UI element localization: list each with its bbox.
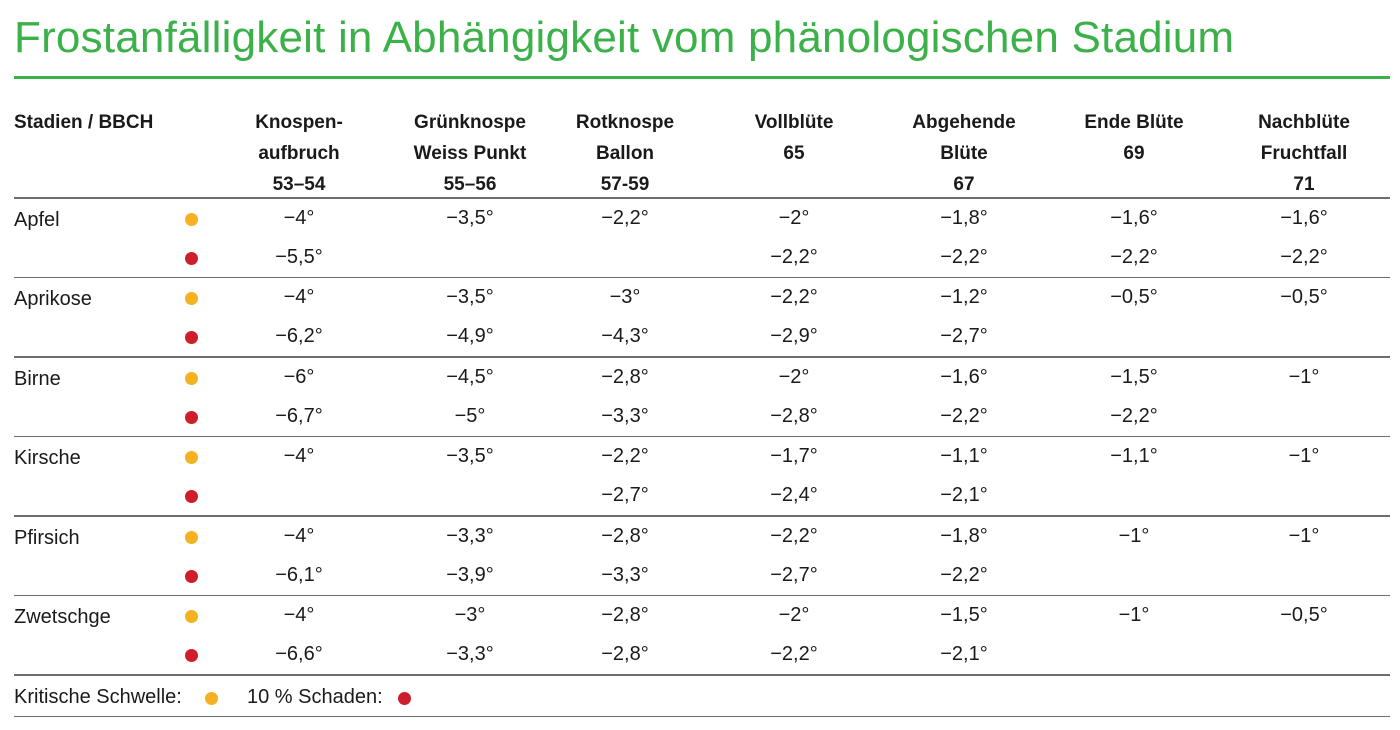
table-cell: −2,8° (601, 524, 649, 547)
table-cell: −4° (283, 604, 315, 626)
critical-threshold-dot-icon (185, 610, 198, 623)
table-cell: −4° (283, 206, 315, 229)
page (14, 0, 1390, 717)
fruit-group (14, 596, 1390, 674)
table-cell: −2,7° (601, 484, 649, 506)
table-cell: −1,8° (940, 206, 988, 229)
table-cell: −2,8° (601, 604, 649, 626)
header-col-line (1049, 169, 1219, 200)
header-col-line: aufbruch (258, 143, 340, 164)
table-row-damage (14, 476, 1390, 515)
table-cell: −6,1° (275, 563, 323, 586)
table-cell: −3,3° (446, 643, 494, 665)
table-cell: −6,6° (275, 643, 323, 665)
table-cell: −1,2° (940, 286, 988, 308)
header-col-line: Ballon (595, 143, 655, 164)
legend-kritische-schwelle-label: Kritische Schwelle: (14, 685, 182, 708)
table-cell: −3,5° (446, 286, 494, 308)
header-col-line: 57-59 (600, 174, 650, 195)
fruit-name: Aprikose (14, 288, 92, 310)
table-cell: −2,2° (601, 206, 649, 229)
table-row-critical (14, 199, 1390, 238)
table-cell: −2,4° (770, 484, 818, 506)
header-col-1 (214, 107, 384, 200)
table-cell: −2,1° (940, 484, 988, 506)
table-row-critical (14, 437, 1390, 476)
table-row-critical (14, 596, 1390, 635)
bottom-rule (14, 716, 1390, 718)
table-row-damage (14, 317, 1390, 356)
header-col-2 (385, 107, 555, 200)
table-cell: −3,9° (446, 563, 494, 586)
table-cell: −1° (1118, 604, 1150, 626)
table-cell: −2,2° (770, 643, 818, 665)
page-title: Frostanfälligkeit in Abhängigkeit vom phänologischen Stadium (14, 13, 1235, 62)
header-col-line: Nachblüte (1258, 112, 1350, 133)
table-cell: −2,7° (940, 325, 988, 347)
table-cell: −5,5° (275, 245, 323, 268)
table-cell: −1° (1288, 524, 1320, 547)
table-header (14, 79, 1390, 197)
table-cell: −0,5° (1280, 286, 1328, 308)
table-cell: −2,8° (601, 643, 649, 665)
table-cell: −1,5° (940, 604, 988, 626)
table-cell: −6,7° (275, 404, 323, 427)
table-cell: −6° (283, 365, 315, 388)
table-cell: −2° (778, 604, 810, 626)
header-col-5 (879, 107, 1049, 200)
legend (14, 676, 1390, 716)
table-cell: −2,2° (940, 563, 988, 586)
table-body (14, 199, 1390, 676)
header-col-line: Rotknospe (575, 112, 675, 133)
table-cell: −3,3° (601, 404, 649, 427)
header-col-3 (540, 107, 710, 200)
table-cell: −1° (1288, 365, 1320, 388)
table-cell: −3,5° (446, 206, 494, 229)
table-cell: −1° (1118, 524, 1150, 547)
table-cell: −4,3° (601, 325, 649, 347)
legend-schaden-label: 10 % Schaden: (247, 685, 383, 708)
table-cell: −2,7° (770, 563, 818, 586)
header-col-line: Fruchtfall (1260, 143, 1348, 164)
table-cell: −1,8° (940, 524, 988, 547)
table-row-critical (14, 278, 1390, 317)
table-cell: −1,1° (1110, 445, 1158, 467)
header-col-line: Blüte (940, 143, 988, 164)
header-col-4 (709, 107, 879, 200)
damage-dot-icon (185, 649, 198, 662)
header-col-line: Ende Blüte (1084, 112, 1184, 133)
damage-dot-icon (185, 490, 198, 503)
table-cell: −0,5° (1280, 604, 1328, 626)
table-cell: −1,6° (1280, 206, 1328, 229)
header-stadien-bbch: Stadien / BBCH (14, 112, 154, 133)
table-cell: −4° (283, 524, 315, 547)
critical-threshold-dot-icon (185, 531, 198, 544)
table-cell: −0,5° (1110, 286, 1158, 308)
table-cell: −1,6° (1110, 206, 1158, 229)
damage-dot-icon (185, 411, 198, 424)
table-cell: −2° (778, 206, 810, 229)
table-cell: −2° (778, 365, 810, 388)
table-cell: −3° (454, 604, 486, 626)
table-cell: −4° (283, 286, 315, 308)
table-cell: −2,2° (601, 445, 649, 467)
table-cell: −3,5° (446, 445, 494, 467)
header-col-line: Vollblüte (754, 112, 834, 133)
table-row-damage (14, 238, 1390, 277)
table-cell: −2,2° (770, 245, 818, 268)
fruit-group (14, 278, 1390, 356)
header-col-7 (1219, 107, 1389, 200)
table-cell: −2,2° (940, 404, 988, 427)
table-cell: −4° (283, 445, 315, 467)
fruit-group (14, 517, 1390, 595)
header-col-line: 69 (1123, 143, 1145, 164)
damage-dot-icon (185, 331, 198, 344)
table-cell: −2,8° (770, 404, 818, 427)
header-col-line: 71 (1293, 174, 1315, 195)
fruit-name: Zwetschge (14, 606, 111, 628)
table-row-critical (14, 517, 1390, 556)
table-cell: −2,2° (1110, 404, 1158, 427)
header-col-line: 67 (953, 174, 975, 195)
table-cell: −3,3° (446, 524, 494, 547)
table-cell: −4,5° (446, 365, 494, 388)
header-col-line: Knospen- (255, 112, 343, 133)
fruit-name: Pfirsich (14, 526, 80, 549)
table-cell: −2,2° (770, 286, 818, 308)
header-col-line (709, 169, 879, 200)
fruit-group (14, 358, 1390, 436)
critical-threshold-dot-icon (185, 292, 198, 305)
header-col-line: 53–54 (272, 174, 326, 195)
table-cell: −2,8° (601, 365, 649, 388)
header-col-6 (1049, 107, 1219, 200)
damage-dot-icon (185, 252, 198, 265)
table-cell: −2,2° (770, 524, 818, 547)
header-col-line: 55–56 (443, 174, 497, 195)
fruit-name: Kirsche (14, 447, 81, 469)
table-cell: −2,2° (1110, 245, 1158, 268)
critical-threshold-dot-icon (185, 372, 198, 385)
table-cell: −1,1° (940, 445, 988, 467)
table-cell: −6,2° (275, 325, 323, 347)
table-cell: −2,1° (940, 643, 988, 665)
legend-critical-dot-icon (205, 692, 218, 705)
table-row-critical (14, 358, 1390, 397)
fruit-group (14, 199, 1390, 277)
table-row-damage (14, 556, 1390, 595)
table-cell: −1,6° (940, 365, 988, 388)
table-cell: −2,9° (770, 325, 818, 347)
damage-dot-icon (185, 570, 198, 583)
table-cell: −4,9° (446, 325, 494, 347)
header-col-line: Grünknospe (414, 112, 526, 133)
table-cell: −3° (609, 286, 641, 308)
critical-threshold-dot-icon (185, 451, 198, 464)
header-col-line: 65 (783, 143, 805, 164)
table-row-damage (14, 397, 1390, 436)
critical-threshold-dot-icon (185, 213, 198, 226)
table-cell: −3,3° (601, 563, 649, 586)
table-cell: −2,2° (940, 245, 988, 268)
header-col-line: Weiss Punkt (413, 143, 527, 164)
table-cell: −1,7° (770, 445, 818, 467)
table-cell: −1,5° (1110, 365, 1158, 388)
table-cell: −5° (454, 404, 486, 427)
table-row-damage (14, 635, 1390, 674)
table-cell: −2,2° (1280, 245, 1328, 268)
header-col-line: Abgehende (912, 112, 1016, 133)
fruit-group (14, 437, 1390, 515)
table-cell: −1° (1288, 445, 1320, 467)
legend-damage-dot-icon (398, 692, 411, 705)
frost-table (14, 79, 1390, 676)
fruit-name: Birne (14, 367, 61, 390)
fruit-name: Apfel (14, 208, 60, 231)
